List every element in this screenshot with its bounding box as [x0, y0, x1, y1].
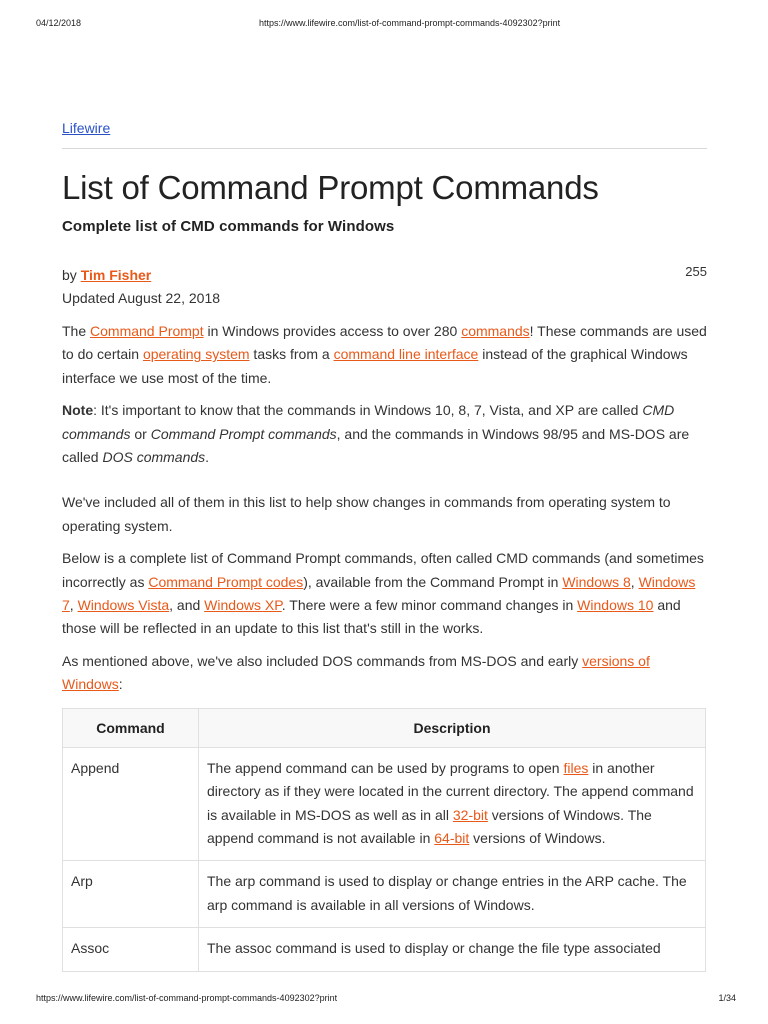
list-intro-paragraph: We've included all of them in this list to help show changes in commands from operating system to operating system. — [62, 494, 671, 534]
column-header-description: Description — [199, 708, 706, 747]
page-title: List of Command Prompt Commands — [62, 169, 599, 206]
by-prefix: by — [62, 267, 81, 283]
footer-url: https://www.lifewire.com/list-of-command-prompt-commands-4092302?print — [36, 993, 338, 1003]
note-paragraph: Note: It's important to know that the commands in Windows 10, 8, 7, Vista, and XP are called CMD commands or Command Prompt commands, and the commands in Windows 98/95 and MS-DOS are called DOS commands. — [62, 402, 690, 466]
note-label: Note — [62, 402, 94, 419]
dos-paragraph: As mentioned above, we've also included DOS commands from MS-DOS and early versions of Windows: — [62, 652, 650, 693]
print-header — [0, 18, 768, 32]
intro-paragraph: The Command Prompt in Windows provides access to over 280 commands! These commands are used to do certain operating system tasks from a command line interface instead of the graphical Windows interface we use most of the time. — [62, 323, 707, 386]
64-bit-link[interactable]: 64-bit — [434, 829, 470, 846]
windows-xp-link[interactable]: Windows XP — [204, 597, 282, 614]
description-cell: The arp command is used to display or change entries in the ARP cache. The arp command is available in all versions of Windows. — [199, 861, 706, 928]
article — [62, 118, 707, 972]
command-cell: Assoc — [63, 928, 199, 971]
table-row — [63, 747, 706, 861]
column-header-command: Command — [63, 708, 199, 747]
description-cell: The append command can be used by programs to open files in another directory as if they were located in the current directory. The append command is available in MS-DOS as well as in all 32-bit versions of Windows. The append command is not available in 64-bit versions of Windows. — [199, 747, 706, 861]
page-number: 1/34 — [718, 993, 736, 1003]
byline — [62, 264, 707, 310]
32-bit-link[interactable]: 32-bit — [452, 806, 488, 823]
windows-10-link[interactable]: Windows 10 — [577, 597, 654, 614]
command-line-interface-link[interactable]: command line interface — [333, 346, 479, 363]
commands-link[interactable]: commands — [461, 323, 530, 339]
updated-date: Updated August 22, 2018 — [62, 290, 221, 306]
author-link[interactable]: Tim Fisher — [80, 267, 152, 283]
divider — [62, 148, 707, 149]
print-date: 04/12/2018 — [36, 18, 82, 28]
command-cell: Append — [63, 747, 199, 861]
command-cell: Arp — [63, 861, 199, 928]
table-header-row — [63, 708, 706, 747]
files-link[interactable]: files — [563, 759, 589, 776]
print-url: https://www.lifewire.com/list-of-command-prompt-commands-4092302?print — [259, 18, 561, 28]
share-count: 255 — [685, 264, 707, 279]
commands-table — [62, 708, 706, 972]
command-prompt-link[interactable]: Command Prompt — [90, 323, 204, 339]
description-cell: The assoc command is used to display or change the file type associated — [199, 928, 706, 971]
operating-system-link[interactable]: operating system — [142, 346, 250, 363]
windows-vista-link[interactable]: Windows Vista — [77, 597, 170, 614]
windows-7-link[interactable]: Windows 7 — [62, 573, 696, 614]
page-subtitle: Complete list of CMD commands for Windows — [62, 218, 395, 235]
windows-8-link[interactable]: Windows 8 — [562, 573, 631, 590]
list-description-paragraph: Below is a complete list of Command Prompt commands, often called CMD commands (and sometimes incorrectly as Command Prompt codes), available from the Command Prompt in Windows 8, Windows 7, Windows Vista, and Windows XP. There were a few minor command changes in Windows 10 and those will be reflected in an update to this list that's still in the works. — [62, 550, 704, 637]
table-row — [63, 861, 706, 928]
command-prompt-codes-link[interactable]: Command Prompt codes — [148, 573, 304, 590]
site-link[interactable]: Lifewire — [62, 120, 111, 136]
table-row — [63, 928, 706, 971]
versions-of-windows-link[interactable]: versions of Windows — [62, 652, 650, 693]
print-footer — [0, 993, 768, 1007]
